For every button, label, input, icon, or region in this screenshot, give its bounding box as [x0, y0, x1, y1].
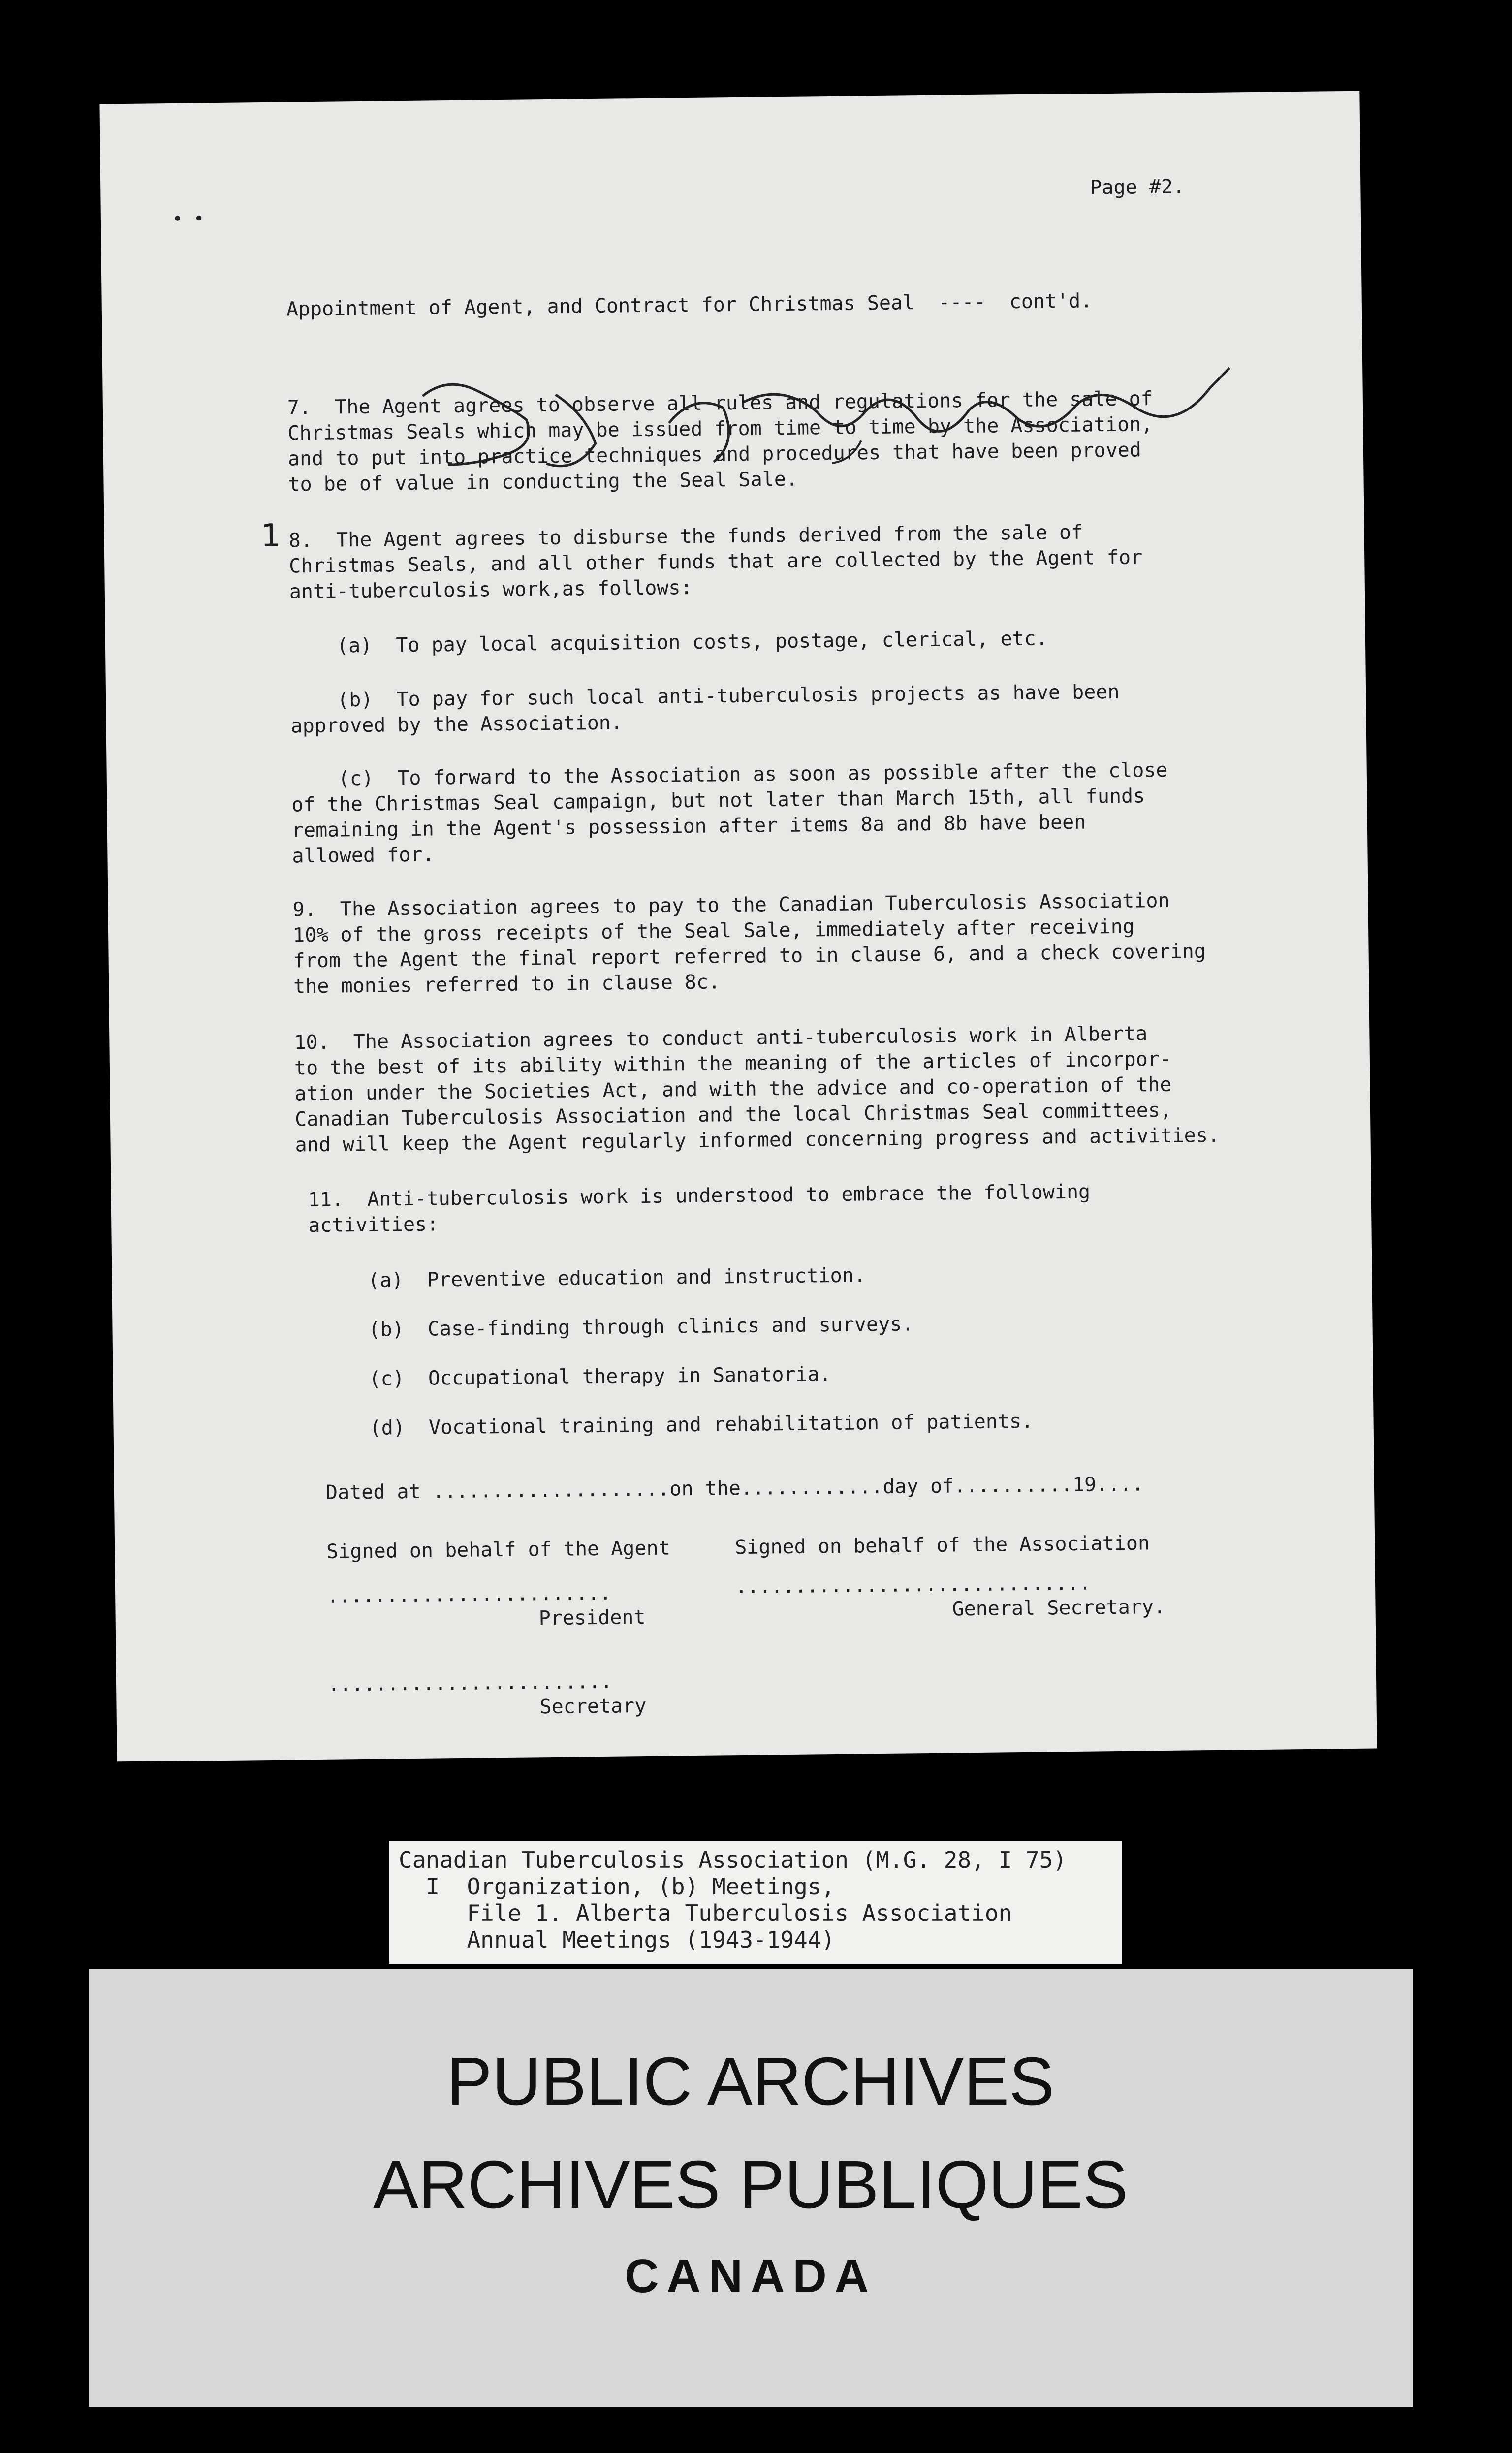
heading: Appointment of Agent, and Contract for Christmas Seal ---- cont'd.: [286, 289, 1093, 321]
clause-11b: (b) Case-finding through clinics and surveys.: [368, 1313, 914, 1341]
clause-9-line: 9. The Association agrees to pay to the Canadian Tuberculosis Association: [292, 889, 1170, 921]
banner-line-1: PUBLIC ARCHIVES: [446, 2044, 1055, 2119]
clause-10-line: 10. The Association agrees to conduct anti-tuberculosis work in Alberta: [294, 1022, 1148, 1054]
clause-9-line: 10% of the gross receipts of the Seal Sale, immediately after receiving: [292, 915, 1135, 947]
signature-dots-right: ..............................: [735, 1572, 1091, 1599]
archive-label-line: Canadian Tuberculosis Association (M.G. 28, I 75): [399, 1847, 1067, 1873]
signed-agent-label: Signed on behalf of the Agent: [326, 1537, 670, 1563]
clause-7-line: and to put into practice techniques and procedures that have been proved: [287, 439, 1142, 471]
clause-7-line: Christmas Seals which may be issued from time to time by the Association,: [287, 413, 1153, 445]
clause-11-line: activities:: [308, 1213, 439, 1237]
public-archives-banner: [89, 1969, 1413, 2407]
clause-8c-line: remaining in the Agent's possession after items 8a and 8b have been: [291, 811, 1086, 842]
clause-8c-line: allowed for.: [292, 843, 435, 868]
margin-note: 1: [260, 517, 281, 555]
clause-7-line: 7. The Agent agrees to observe all rules and regulations for the sale of: [287, 387, 1153, 419]
archive-reference-label: [389, 1841, 1122, 1964]
clause-10-line: Canadian Tuberculosis Association and the local Christmas Seal committees,: [294, 1099, 1172, 1131]
clause-8-line: 8. The Agent agrees to disburse the funds derived from the sale of: [288, 521, 1083, 552]
dated-line: Dated at ....................on the............day of..........19....: [325, 1473, 1144, 1504]
archive-label-line: I Organization, (b) Meetings,: [399, 1873, 835, 1900]
clause-8-line: Christmas Seals, and all other funds that are collected by the Agent for: [289, 546, 1143, 578]
clause-8c-line: of the Christmas Seal campaign, but not later than March 15th, all funds: [291, 785, 1145, 817]
page-number: Page #2.: [1090, 175, 1185, 199]
archive-label-line: Annual Meetings (1943-1944): [399, 1926, 835, 1953]
page-marks: • •: [172, 209, 205, 229]
signed-association-label: Signed on behalf of the Association: [734, 1532, 1150, 1559]
clause-11d: (d) Vocational training and rehabilitation of patients.: [369, 1410, 1034, 1440]
general-secretary-label: General Secretary.: [952, 1595, 1166, 1621]
banner-line-3: CANADA: [625, 2250, 877, 2302]
clause-9-line: from the Agent the final report referred to in clause 6, and a check covering: [293, 940, 1206, 973]
clause-8a: (a) To pay local acquisition costs, postage, clerical, etc.: [336, 627, 1048, 658]
signature-dots-left-2: ........................: [327, 1670, 613, 1696]
clause-11-line: 11. Anti-tuberculosis work is understood to embrace the following: [308, 1180, 1091, 1212]
clause-10-line: to the best of its ability within the meaning of the articles of incorpor-: [294, 1047, 1172, 1080]
clause-10-line: and will keep the Agent regularly informed concerning progress and activities.: [295, 1124, 1220, 1157]
clause-8c-line: (c) To forward to the Association as soon as possible after the close: [338, 758, 1168, 790]
secretary-label: Secretary: [539, 1695, 647, 1719]
clause-9-line: the monies referred to in clause 8c.: [293, 971, 721, 998]
clause-8b-line: approved by the Association.: [290, 711, 623, 738]
clause-8b-line: (b) To pay for such local anti-tuberculosis projects as have been: [337, 680, 1120, 712]
clause-7-line: to be of value in conducting the Seal Sale.: [288, 468, 798, 496]
banner-line-2: ARCHIVES PUBLIQUES: [373, 2147, 1128, 2223]
clause-11a: (a) Preventive education and instruction.: [368, 1264, 866, 1292]
clause-8-line: anti-tuberculosis work,as follows:: [289, 576, 693, 603]
archive-label-line: File 1. Alberta Tuberculosis Association: [399, 1900, 1012, 1926]
typed-page: [99, 91, 1377, 1762]
president-label: President: [538, 1606, 646, 1630]
signature-dots-left: ........................: [326, 1581, 612, 1607]
clause-10-line: ation under the Societies Act, and with the advice and co-operation of the: [294, 1073, 1172, 1105]
clause-11c: (c) Occupational therapy in Sanatoria.: [369, 1363, 831, 1390]
